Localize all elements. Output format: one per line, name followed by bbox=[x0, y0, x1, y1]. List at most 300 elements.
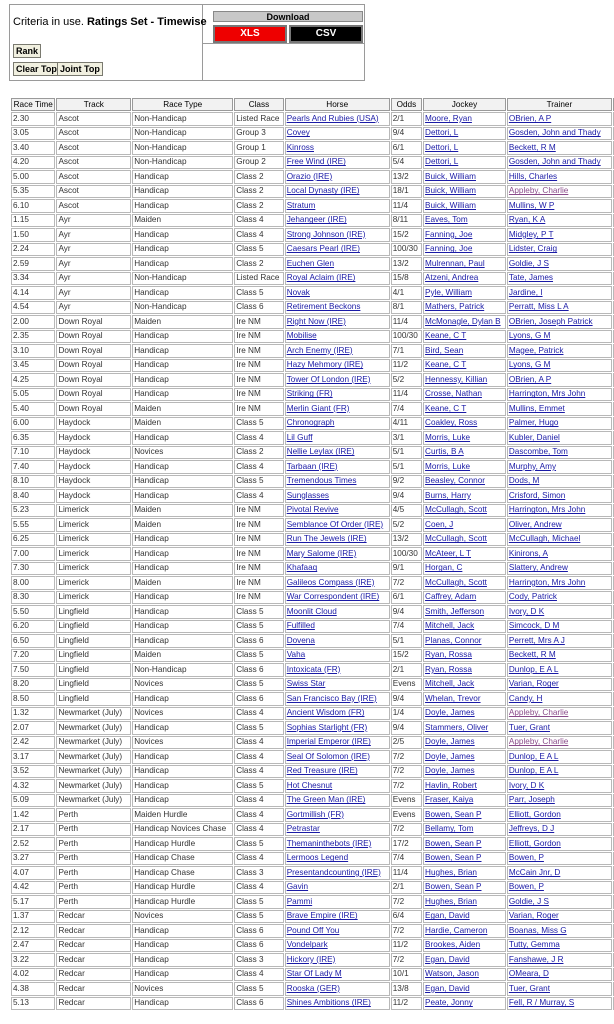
horse-link[interactable]: Seal Of Solomon (IRE) bbox=[285, 750, 390, 764]
download-divider bbox=[203, 43, 365, 44]
jockey-link[interactable]: Bowen, Sean P bbox=[423, 837, 506, 851]
jockey-link[interactable]: Doyle, James bbox=[423, 736, 506, 750]
horse-link[interactable]: Rooska (GER) bbox=[285, 982, 390, 996]
class-cell: Ire NM bbox=[234, 359, 283, 373]
odds-cell: 7/4 bbox=[391, 402, 422, 416]
horse-link[interactable]: Petrastar bbox=[285, 823, 390, 837]
horse-link[interactable]: Star Of Lady M bbox=[285, 968, 390, 982]
jockey-link[interactable]: Egan, David bbox=[423, 982, 506, 996]
jockey-link[interactable]: Mitchell, Jack bbox=[423, 678, 506, 692]
trainer-link[interactable]: Lyons, G M bbox=[507, 359, 612, 373]
trainer-link[interactable]: Dods, M bbox=[507, 475, 612, 489]
track-cell: Newmarket (July) bbox=[56, 794, 131, 808]
odds-cell: 13/2 bbox=[391, 170, 422, 184]
trainer-link[interactable]: Kubler, Daniel bbox=[507, 431, 612, 445]
jockey-link[interactable]: Keane, C T bbox=[423, 402, 506, 416]
horse-link[interactable]: Moonlit Cloud bbox=[285, 605, 390, 619]
column-header-race-time[interactable]: Race Time bbox=[11, 98, 55, 111]
table-row bbox=[11, 504, 614, 518]
horse-link[interactable]: Jehangeer (IRE) bbox=[285, 214, 390, 228]
table-row bbox=[11, 750, 614, 764]
horse-link[interactable]: Mobilise bbox=[285, 330, 390, 344]
odds-cell: 2/1 bbox=[391, 112, 422, 126]
trainer-link[interactable]: Magee, Patrick bbox=[507, 344, 612, 358]
race-type-cell: Handicap bbox=[132, 968, 233, 982]
trainer-link[interactable]: Midgley, P T bbox=[507, 228, 612, 242]
race-time-cell: 5.17 bbox=[11, 895, 55, 909]
race-time-cell: 6.20 bbox=[11, 620, 55, 634]
race-type-cell: Handicap bbox=[132, 460, 233, 474]
horse-link[interactable]: Orazio (IRE) bbox=[285, 170, 390, 184]
horse-link[interactable]: Intoxicata (FR) bbox=[285, 663, 390, 677]
trainer-link[interactable]: Jeffreys, D J bbox=[507, 823, 612, 837]
jockey-link[interactable]: Hughes, Brian bbox=[423, 866, 506, 880]
class-cell: Class 3 bbox=[234, 866, 283, 880]
jockey-link[interactable]: Burns, Harry bbox=[423, 489, 506, 503]
jockey-link[interactable]: Bellamy, Tom bbox=[423, 823, 506, 837]
trainer-link[interactable]: Jardine, I bbox=[507, 286, 612, 300]
race-type-cell: Handicap Hurdle bbox=[132, 895, 233, 909]
jockey-link[interactable]: Brookes, Aiden bbox=[423, 939, 506, 953]
jockey-link[interactable]: Egan, David bbox=[423, 910, 506, 924]
trainer-link[interactable]: Fell, R / Murray, S bbox=[507, 997, 612, 1011]
table-row bbox=[11, 881, 614, 895]
jockey-link[interactable]: Coen, J bbox=[423, 518, 506, 532]
track-cell: Redcar bbox=[56, 939, 131, 953]
horse-link[interactable]: Novak bbox=[285, 286, 390, 300]
trainer-link[interactable]: Hills, Charles bbox=[507, 170, 612, 184]
trainer-link[interactable]: Gosden, John and Thady bbox=[507, 156, 612, 170]
track-cell: Down Royal bbox=[56, 330, 131, 344]
horse-link[interactable]: Tarbaan (IRE) bbox=[285, 460, 390, 474]
horse-link[interactable]: Merlin Giant (FR) bbox=[285, 402, 390, 416]
jockey-link[interactable]: Mathers, Patrick bbox=[423, 301, 506, 315]
odds-cell: 9/1 bbox=[391, 562, 422, 576]
trainer-link[interactable]: Dunlop, E A L bbox=[507, 765, 612, 779]
trainer-link[interactable]: Lidster, Craig bbox=[507, 243, 612, 257]
horse-link[interactable]: Nellie Leylax (IRE) bbox=[285, 446, 390, 460]
jockey-link[interactable]: Dettori, L bbox=[423, 127, 506, 141]
trainer-link[interactable]: Ivory, D K bbox=[507, 779, 612, 793]
trainer-link[interactable]: Murphy, Amy bbox=[507, 460, 612, 474]
trainer-link[interactable]: Ryan, K A bbox=[507, 214, 612, 228]
odds-cell: 9/4 bbox=[391, 489, 422, 503]
race-time-cell: 3.34 bbox=[11, 272, 55, 286]
horse-link[interactable]: Lermoos Legend bbox=[285, 852, 390, 866]
jockey-link[interactable]: McAteer, L T bbox=[423, 547, 506, 561]
table-row bbox=[11, 968, 614, 982]
jockey-link[interactable]: Atzeni, Andrea bbox=[423, 272, 506, 286]
jockey-link[interactable]: Caffrey, Adam bbox=[423, 591, 506, 605]
jockey-link[interactable]: Doyle, James bbox=[423, 750, 506, 764]
track-cell: Redcar bbox=[56, 953, 131, 967]
horse-link[interactable]: San Francisco Bay (IRE) bbox=[285, 692, 390, 706]
trainer-link[interactable]: Appleby, Charlie bbox=[507, 736, 612, 750]
horse-link[interactable]: Fulfilled bbox=[285, 620, 390, 634]
class-cell: Class 5 bbox=[234, 605, 283, 619]
class-cell: Class 4 bbox=[234, 431, 283, 445]
trainer-link[interactable]: OMeara, D bbox=[507, 968, 612, 982]
column-header-trainer[interactable]: Trainer bbox=[507, 98, 612, 111]
horse-link[interactable]: Hot Chesnut bbox=[285, 779, 390, 793]
trainer-link[interactable]: OBrien, A P bbox=[507, 373, 612, 387]
race-type-cell: Handicap bbox=[132, 605, 233, 619]
trainer-link[interactable]: Varian, Roger bbox=[507, 910, 612, 924]
race-type-cell: Maiden bbox=[132, 315, 233, 329]
jockey-link[interactable]: McCullagh, Scott bbox=[423, 504, 506, 518]
trainer-link[interactable]: Palmer, Hugo bbox=[507, 417, 612, 431]
track-cell: Ayr bbox=[56, 301, 131, 315]
class-cell: Class 5 bbox=[234, 649, 283, 663]
trainer-link[interactable]: Harrington, Mrs John bbox=[507, 504, 612, 518]
table-row bbox=[11, 852, 614, 866]
jockey-link[interactable]: Dettori, L bbox=[423, 156, 506, 170]
class-cell: Class 4 bbox=[234, 881, 283, 895]
horse-link[interactable]: Khafaaq bbox=[285, 562, 390, 576]
jockey-link[interactable]: Eaves, Tom bbox=[423, 214, 506, 228]
race-type-cell: Handicap bbox=[132, 228, 233, 242]
horse-link[interactable]: Pearls And Rubies (USA) bbox=[285, 112, 390, 126]
horse-link[interactable]: Ancient Wisdom (FR) bbox=[285, 707, 390, 721]
horse-link[interactable]: Strong Johnson (IRE) bbox=[285, 228, 390, 242]
download-panel bbox=[207, 8, 363, 46]
trainer-link[interactable]: OBrien, A P bbox=[507, 112, 612, 126]
jockey-link[interactable]: Crosse, Nathan bbox=[423, 388, 506, 402]
horse-link[interactable]: Lil Guff bbox=[285, 431, 390, 445]
horse-link[interactable]: Run The Jewels (IRE) bbox=[285, 533, 390, 547]
table-row bbox=[11, 576, 614, 590]
trainer-link[interactable]: Goldie, J S bbox=[507, 895, 612, 909]
trainer-link[interactable]: Tuer, Grant bbox=[507, 721, 612, 735]
race-time-cell: 5.35 bbox=[11, 185, 55, 199]
horse-link[interactable]: Pammi bbox=[285, 895, 390, 909]
horse-link[interactable]: Hickory (IRE) bbox=[285, 953, 390, 967]
trainer-link[interactable]: Varian, Roger bbox=[507, 678, 612, 692]
trainer-link[interactable]: Ivory, D K bbox=[507, 605, 612, 619]
class-cell: Class 6 bbox=[234, 634, 283, 648]
horse-link[interactable]: Vondelpark bbox=[285, 939, 390, 953]
track-cell: Redcar bbox=[56, 982, 131, 996]
race-type-cell: Novices bbox=[132, 446, 233, 460]
table-row bbox=[11, 315, 614, 329]
horse-link[interactable]: Gortmillish (FR) bbox=[285, 808, 390, 822]
jockey-link[interactable]: Bird, Sean bbox=[423, 344, 506, 358]
class-cell: Class 4 bbox=[234, 968, 283, 982]
trainer-link[interactable]: Appleby, Charlie bbox=[507, 707, 612, 721]
trainer-link[interactable]: Perratt, Miss L A bbox=[507, 301, 612, 315]
odds-cell: 7/2 bbox=[391, 779, 422, 793]
trainer-link[interactable]: Goldie, J S bbox=[507, 257, 612, 271]
race-time-cell: 4.32 bbox=[11, 779, 55, 793]
track-cell: Limerick bbox=[56, 533, 131, 547]
trainer-link[interactable]: Simcock, D M bbox=[507, 620, 612, 634]
jockey-link[interactable]: McCullagh, Scott bbox=[423, 533, 506, 547]
horse-link[interactable]: Mary Salome (IRE) bbox=[285, 547, 390, 561]
jockey-link[interactable]: Planas, Connor bbox=[423, 634, 506, 648]
jockey-link[interactable]: Buick, William bbox=[423, 185, 506, 199]
horse-link[interactable]: Caesars Pearl (IRE) bbox=[285, 243, 390, 257]
trainer-link[interactable]: McCain Jnr, D bbox=[507, 866, 612, 880]
jockey-link[interactable]: Moore, Ryan bbox=[423, 112, 506, 126]
trainer-link[interactable]: Dunlop, E A L bbox=[507, 663, 612, 677]
trainer-link[interactable]: Candy, H bbox=[507, 692, 612, 706]
class-cell: Class 5 bbox=[234, 620, 283, 634]
jockey-link[interactable]: Horgan, C bbox=[423, 562, 506, 576]
trainer-link[interactable]: Kinirons, A bbox=[507, 547, 612, 561]
odds-cell: 9/4 bbox=[391, 692, 422, 706]
trainer-link[interactable]: Bowen, P bbox=[507, 881, 612, 895]
trainer-link[interactable]: Mullins, Emmet bbox=[507, 402, 612, 416]
criteria-panel bbox=[9, 4, 365, 81]
trainer-link[interactable]: Cody, Patrick bbox=[507, 591, 612, 605]
jockey-link[interactable]: Morris, Luke bbox=[423, 460, 506, 474]
jockey-link[interactable]: Mitchell, Jack bbox=[423, 620, 506, 634]
horse-link[interactable]: Sophias Starlight (FR) bbox=[285, 721, 390, 735]
class-cell: Class 4 bbox=[234, 228, 283, 242]
table-row bbox=[11, 895, 614, 909]
race-type-cell: Handicap bbox=[132, 170, 233, 184]
horse-link[interactable]: Shines Ambitions (IRE) bbox=[285, 997, 390, 1011]
horse-link[interactable]: Vaha bbox=[285, 649, 390, 663]
jockey-link[interactable]: Beasley, Connor bbox=[423, 475, 506, 489]
column-header-track[interactable]: Track bbox=[56, 98, 131, 111]
class-cell: Ire NM bbox=[234, 388, 283, 402]
track-cell: Down Royal bbox=[56, 315, 131, 329]
table-body bbox=[11, 112, 614, 1010]
jockey-link[interactable]: Fanning, Joe bbox=[423, 228, 506, 242]
horse-link[interactable]: Arch Enemy (IRE) bbox=[285, 344, 390, 358]
jockey-link[interactable]: Keane, C T bbox=[423, 330, 506, 344]
horse-link[interactable]: Brave Empire (IRE) bbox=[285, 910, 390, 924]
jockey-link[interactable]: Doyle, James bbox=[423, 707, 506, 721]
race-type-cell: Handicap Hurdle bbox=[132, 837, 233, 851]
horse-link[interactable]: Galileos Compass (IRE) bbox=[285, 576, 390, 590]
horse-link[interactable]: Red Treasure (IRE) bbox=[285, 765, 390, 779]
jockey-link[interactable]: Ryan, Rossa bbox=[423, 663, 506, 677]
race-type-cell: Handicap bbox=[132, 620, 233, 634]
horse-link[interactable]: The Green Man (IRE) bbox=[285, 794, 390, 808]
horse-link[interactable]: Imperial Emperor (IRE) bbox=[285, 736, 390, 750]
jockey-link[interactable]: Curtis, B A bbox=[423, 446, 506, 460]
trainer-link[interactable]: Tutty, Gemma bbox=[507, 939, 612, 953]
horse-link[interactable]: Tower Of London (IRE) bbox=[285, 373, 390, 387]
race-time-cell: 4.02 bbox=[11, 968, 55, 982]
track-cell: Newmarket (July) bbox=[56, 736, 131, 750]
trainer-link[interactable]: Oliver, Andrew bbox=[507, 518, 612, 532]
odds-cell: 18/1 bbox=[391, 185, 422, 199]
column-header-race-type[interactable]: Race Type bbox=[132, 98, 233, 111]
jockey-link[interactable]: Havlin, Robert bbox=[423, 779, 506, 793]
trainer-link[interactable]: Parr, Joseph bbox=[507, 794, 612, 808]
class-cell: Class 5 bbox=[234, 286, 283, 300]
race-type-cell: Maiden bbox=[132, 417, 233, 431]
trainer-link[interactable]: Dunlop, E A L bbox=[507, 750, 612, 764]
jockey-link[interactable]: Dettori, L bbox=[423, 141, 506, 155]
trainer-link[interactable]: Perrett, Mrs A J bbox=[507, 634, 612, 648]
column-header-class[interactable]: Class bbox=[234, 98, 283, 111]
jockey-link[interactable]: Bowen, Sean P bbox=[423, 852, 506, 866]
trainer-link[interactable]: Boanas, Miss G bbox=[507, 924, 612, 938]
joint-top-button[interactable]: Joint Top bbox=[57, 62, 103, 76]
horse-link[interactable]: Presentandcounting (IRE) bbox=[285, 866, 390, 880]
track-cell: Haydock bbox=[56, 460, 131, 474]
trainer-link[interactable]: Beckett, R M bbox=[507, 649, 612, 663]
trainer-link[interactable]: Mullins, W P bbox=[507, 199, 612, 213]
class-cell: Class 6 bbox=[234, 997, 283, 1011]
table-row bbox=[11, 924, 614, 938]
jockey-link[interactable]: Hughes, Brian bbox=[423, 895, 506, 909]
race-type-cell: Handicap bbox=[132, 286, 233, 300]
clear-top-button[interactable]: Clear Top bbox=[13, 62, 60, 76]
horse-link[interactable]: Kinross bbox=[285, 141, 390, 155]
track-cell: Lingfield bbox=[56, 678, 131, 692]
class-cell: Ire NM bbox=[234, 591, 283, 605]
csv-download-button[interactable]: CSV bbox=[289, 25, 363, 43]
track-cell: Ascot bbox=[56, 199, 131, 213]
class-cell: Class 5 bbox=[234, 895, 283, 909]
horse-link[interactable]: Pivotal Revive bbox=[285, 504, 390, 518]
horse-link[interactable]: Tremendous Times bbox=[285, 475, 390, 489]
race-type-cell: Handicap bbox=[132, 721, 233, 735]
jockey-link[interactable]: Peate, Jonny bbox=[423, 997, 506, 1011]
race-type-cell: Handicap bbox=[132, 359, 233, 373]
jockey-link[interactable]: Fanning, Joe bbox=[423, 243, 506, 257]
jockey-link[interactable]: Watson, Jason bbox=[423, 968, 506, 982]
horse-link[interactable]: Striking (FR) bbox=[285, 388, 390, 402]
trainer-link[interactable]: Slattery, Andrew bbox=[507, 562, 612, 576]
track-cell: Perth bbox=[56, 837, 131, 851]
race-time-cell: 4.25 bbox=[11, 373, 55, 387]
horse-link[interactable]: Dovena bbox=[285, 634, 390, 648]
horse-link[interactable]: Themaninthebots (IRE) bbox=[285, 837, 390, 851]
table-row bbox=[11, 779, 614, 793]
table-row bbox=[11, 591, 614, 605]
race-type-cell: Handicap bbox=[132, 953, 233, 967]
table-row bbox=[11, 910, 614, 924]
trainer-link[interactable]: OBrien, Joseph Patrick bbox=[507, 315, 612, 329]
trainer-link[interactable]: Lyons, G M bbox=[507, 330, 612, 344]
odds-cell: 7/2 bbox=[391, 576, 422, 590]
horse-link[interactable]: Retirement Beckons bbox=[285, 301, 390, 315]
jockey-link[interactable]: Coakley, Ross bbox=[423, 417, 506, 431]
jockey-link[interactable]: McMonagle, Dylan B bbox=[423, 315, 506, 329]
jockey-link[interactable]: Doyle, James bbox=[423, 765, 506, 779]
jockey-link[interactable]: Hardie, Cameron bbox=[423, 924, 506, 938]
race-time-cell: 4.07 bbox=[11, 866, 55, 880]
horse-link[interactable]: Covey bbox=[285, 127, 390, 141]
column-header-horse[interactable]: Horse bbox=[285, 98, 390, 111]
race-type-cell: Handicap Chase bbox=[132, 852, 233, 866]
trainer-link[interactable]: Beckett, R M bbox=[507, 141, 612, 155]
class-cell: Class 6 bbox=[234, 663, 283, 677]
trainer-link[interactable]: Gosden, John and Thady bbox=[507, 127, 612, 141]
jockey-link[interactable]: Bowen, Sean P bbox=[423, 881, 506, 895]
trainer-link[interactable]: Tate, James bbox=[507, 272, 612, 286]
track-cell: Ascot bbox=[56, 185, 131, 199]
trainer-link[interactable]: Harrington, Mrs John bbox=[507, 388, 612, 402]
table-row bbox=[11, 199, 614, 213]
race-time-cell: 6.50 bbox=[11, 634, 55, 648]
jockey-link[interactable]: Bowen, Sean P bbox=[423, 808, 506, 822]
jockey-link[interactable]: Fraser, Kaiya bbox=[423, 794, 506, 808]
jockey-link[interactable]: Egan, David bbox=[423, 953, 506, 967]
odds-cell: Evens bbox=[391, 678, 422, 692]
race-time-cell: 2.30 bbox=[11, 112, 55, 126]
trainer-link[interactable]: McCullagh, Michael bbox=[507, 533, 612, 547]
horse-link[interactable]: Gavin bbox=[285, 881, 390, 895]
table-row bbox=[11, 417, 614, 431]
odds-cell: 13/8 bbox=[391, 982, 422, 996]
race-time-cell: 1.15 bbox=[11, 214, 55, 228]
trainer-link[interactable]: Elliott, Gordon bbox=[507, 837, 612, 851]
track-cell: Limerick bbox=[56, 562, 131, 576]
column-header-jockey[interactable]: Jockey bbox=[423, 98, 506, 111]
race-time-cell: 5.55 bbox=[11, 518, 55, 532]
class-cell: Ire NM bbox=[234, 504, 283, 518]
horse-link[interactable]: Euchen Glen bbox=[285, 257, 390, 271]
horse-link[interactable]: Semblance Of Order (IRE) bbox=[285, 518, 390, 532]
horse-link[interactable]: Royal Aclaim (IRE) bbox=[285, 272, 390, 286]
trainer-link[interactable]: Crisford, Simon bbox=[507, 489, 612, 503]
trainer-link[interactable]: Bowen, P bbox=[507, 852, 612, 866]
horse-link[interactable]: Free Wind (IRE) bbox=[285, 156, 390, 170]
jockey-link[interactable]: McCullagh, Scott bbox=[423, 576, 506, 590]
class-cell: Class 5 bbox=[234, 243, 283, 257]
horse-link[interactable]: Chronograph bbox=[285, 417, 390, 431]
jockey-link[interactable]: Ryan, Rossa bbox=[423, 649, 506, 663]
horse-link[interactable]: Stratum bbox=[285, 199, 390, 213]
trainer-link[interactable]: Harrington, Mrs John bbox=[507, 576, 612, 590]
jockey-link[interactable]: Whelan, Trevor bbox=[423, 692, 506, 706]
race-type-cell: Novices bbox=[132, 678, 233, 692]
track-cell: Newmarket (July) bbox=[56, 750, 131, 764]
horse-link[interactable]: Right Now (IRE) bbox=[285, 315, 390, 329]
jockey-link[interactable]: Morris, Luke bbox=[423, 431, 506, 445]
odds-cell: 3/1 bbox=[391, 431, 422, 445]
track-cell: Limerick bbox=[56, 591, 131, 605]
jockey-link[interactable]: Pyle, William bbox=[423, 286, 506, 300]
jockey-link[interactable]: Hennessy, Killian bbox=[423, 373, 506, 387]
horse-link[interactable]: Sunglasses bbox=[285, 489, 390, 503]
class-cell: Listed Race bbox=[234, 272, 283, 286]
jockey-link[interactable]: Keane, C T bbox=[423, 359, 506, 373]
horse-link[interactable]: Local Dynasty (IRE) bbox=[285, 185, 390, 199]
table-row bbox=[11, 620, 614, 634]
column-header-odds[interactable]: Odds bbox=[391, 98, 422, 111]
jockey-link[interactable]: Buick, William bbox=[423, 170, 506, 184]
rank-button[interactable]: Rank bbox=[13, 44, 41, 58]
trainer-link[interactable]: Fanshawe, J R bbox=[507, 953, 612, 967]
jockey-link[interactable]: Smith, Jefferson bbox=[423, 605, 506, 619]
trainer-link[interactable]: Dascombe, Tom bbox=[507, 446, 612, 460]
horse-link[interactable]: Pound Off You bbox=[285, 924, 390, 938]
horse-link[interactable]: Hazy Mehmory (IRE) bbox=[285, 359, 390, 373]
jockey-link[interactable]: Mulrennan, Paul bbox=[423, 257, 506, 271]
jockey-link[interactable]: Buick, William bbox=[423, 199, 506, 213]
track-cell: Redcar bbox=[56, 924, 131, 938]
jockey-link[interactable]: Stammers, Oliver bbox=[423, 721, 506, 735]
race-type-cell: Non-Handicap bbox=[132, 156, 233, 170]
trainer-link[interactable]: Appleby, Charlie bbox=[507, 185, 612, 199]
class-cell: Class 5 bbox=[234, 837, 283, 851]
race-type-cell: Handicap bbox=[132, 330, 233, 344]
xls-download-button[interactable]: XLS bbox=[213, 25, 287, 43]
horse-link[interactable]: War Correspondent (IRE) bbox=[285, 591, 390, 605]
horse-link[interactable]: Swiss Star bbox=[285, 678, 390, 692]
trainer-link[interactable]: Tuer, Grant bbox=[507, 982, 612, 996]
trainer-link[interactable]: Elliott, Gordon bbox=[507, 808, 612, 822]
odds-cell: 7/2 bbox=[391, 895, 422, 909]
